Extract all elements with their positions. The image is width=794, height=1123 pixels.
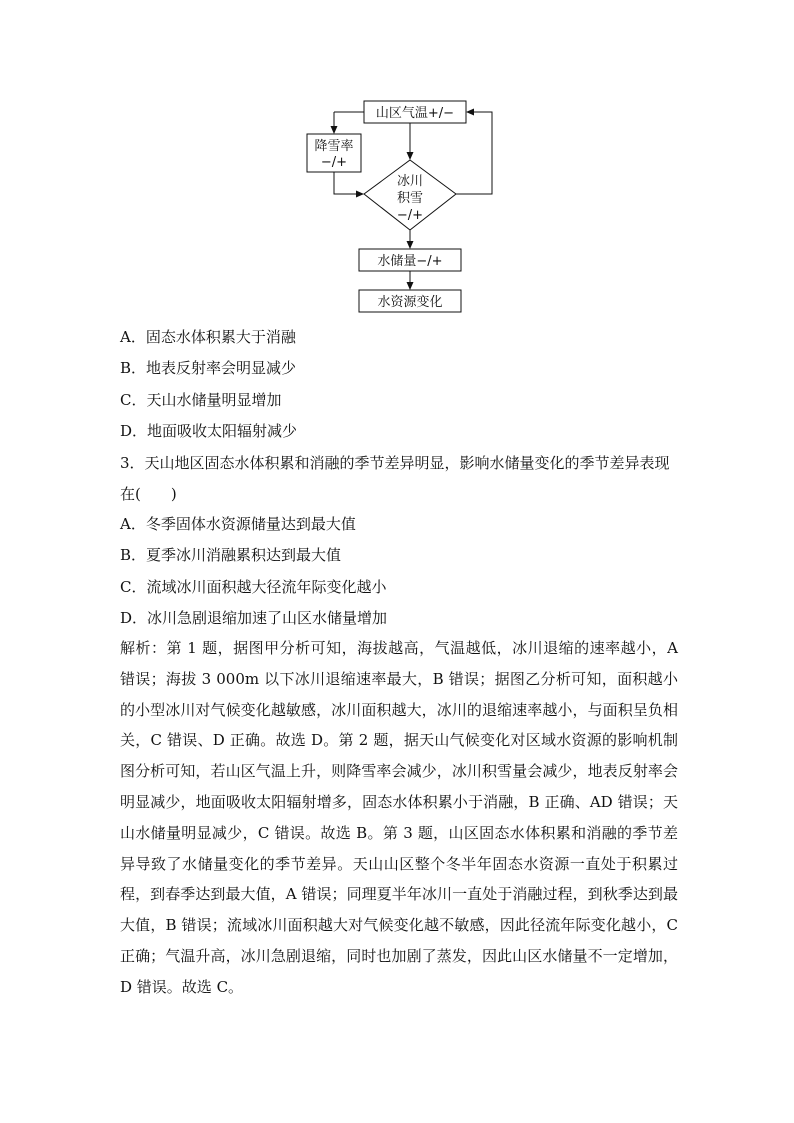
q2-option-b: B．地表反射率会明显减少 (120, 359, 297, 377)
glacier-label-3: −/+ (396, 208, 424, 223)
snowfall-label: 降雪率 (314, 139, 354, 154)
q3-option-b: B．夏季冰川消融累积达到最大值 (120, 546, 342, 564)
q2-option-a: A．固态水体积累大于消融 (120, 328, 296, 346)
glacier-label-2: 积雪 (396, 191, 424, 206)
q3-stem: 3．天山地区固态水体积累和消融的季节差异明显，影响水储量变化的季节差异表现在( ) (120, 454, 670, 503)
q3-option-c: C．流域冰川面积越大径流年际变化越小 (120, 578, 387, 596)
resource-label: 水资源变化 (377, 295, 443, 310)
snowfall-sign: −/+ (320, 155, 348, 170)
water-resource-mechanism-diagram (300, 98, 500, 314)
q3-option-d: D．冰川急剧退缩加速了山区水储量增加 (120, 609, 388, 627)
q2-option-d: D．地面吸收太阳辐射减少 (120, 422, 298, 440)
q3-option-a: A．冬季固体水资源储量达到最大值 (120, 515, 356, 533)
storage-label: 水储量−/+ (377, 254, 443, 269)
arrow-snowfall-to-glacier (334, 172, 363, 194)
feedback-glacier-to-temp (456, 112, 492, 194)
q2-option-c: C．天山水储量明显增加 (120, 391, 282, 409)
glacier-label-1: 冰川 (396, 174, 424, 189)
analysis-paragraph: 解析：第 1 题，据图甲分析可知，海拔越高，气温越低，冰川退缩的速率越小，A 错误；海拔 3 000m 以下冰川退缩速率最大，B 错误；据图乙分析可知，面积越小的小型冰川对气候变化越敏感，冰川面积越大，冰川的退缩速率越小，与面积呈负相关，C 错误、D 正确。故选 D。第 2 题，据天山气候变化对区域水资源的影响机制图分析可知，若山区气温上升，则降雪率会减少，冰川积雪量会减少，地表反射率会明显减少，地面吸收太阳辐射增多，固态水体积累小于消融，B 正确、AD 错误；天山水储量明显减少，C 错误。故选 B。第 3 题，山区固态水体积累和消融的季节差异导致了水储量变化的季节差异。天山山区整个冬半年固态水资源一直处于积累过程，到春季达到最大值，A 错误；同理夏半年冰川一直处于消融过程，到秋季达到最大值，B 错误；流域冰川面积越大对气候变化越不敏感，因此径流年际变化越小，C 正确；气温升高，冰川急剧退缩，同时也加剧了蒸发，因此山区水储量不一定增加，D 错误。故选 C。 (120, 639, 678, 996)
temperature-label: 山区气温+/− (375, 106, 455, 121)
